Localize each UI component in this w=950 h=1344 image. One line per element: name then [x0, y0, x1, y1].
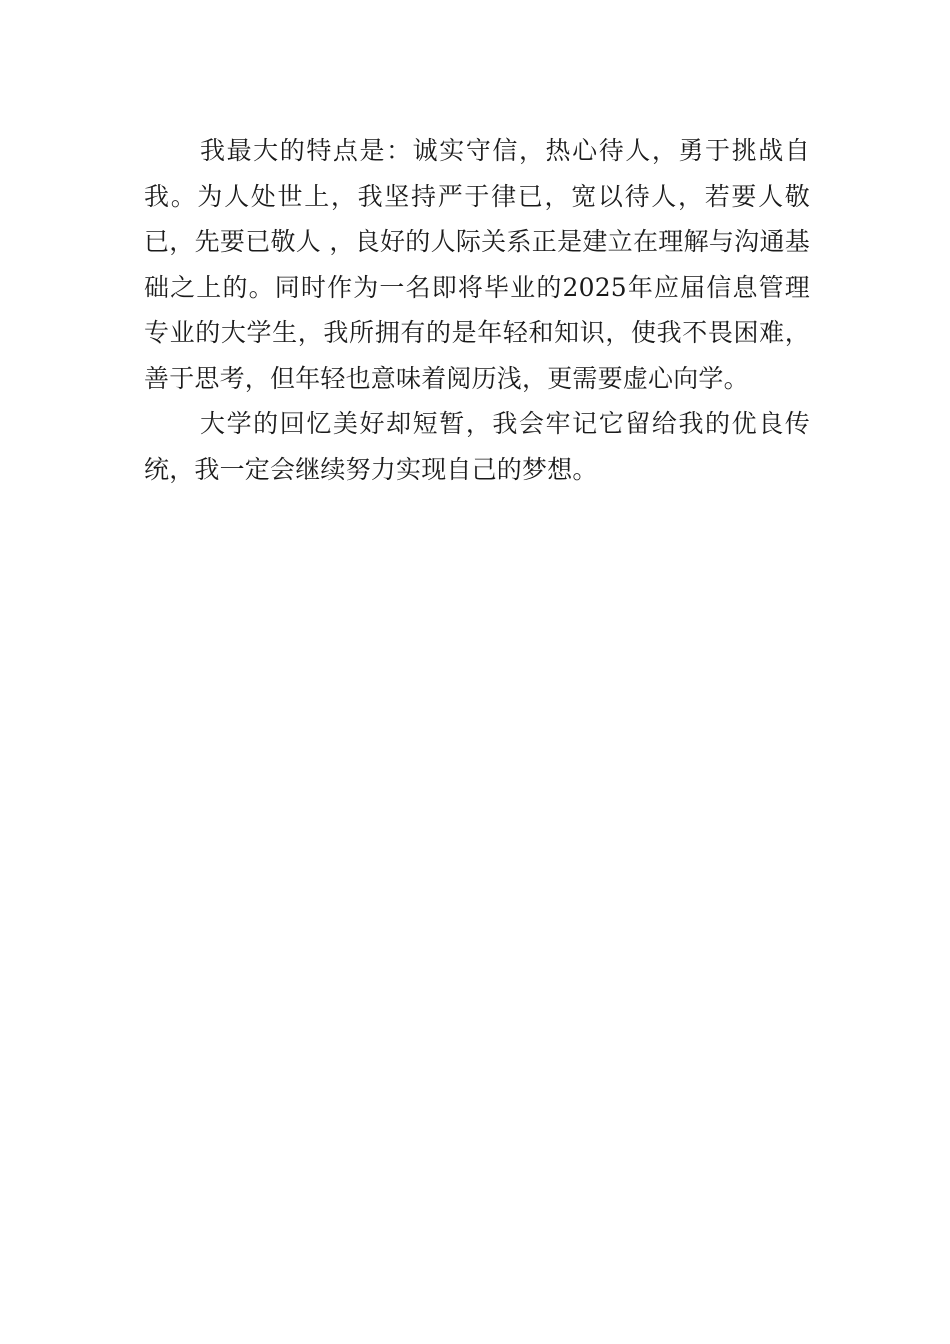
paragraph-closing: 大学的回忆美好却短暂，我会牢记它留给我的优良传统，我一定会继续努力实现自己的梦想。: [144, 409, 810, 484]
paragraph-strengths: 我最大的特点是：诚实守信，热心待人，勇于挑战自我。为人处世上，我坚持严于律已，宽以待人，若要人敬已，先要已敬人 ，良好的人际关系正是建立在理解与沟通基础之上的。同时作为一名即将毕业的2025年应届信息管理专业的大学生，我所拥有的是年轻和知识，使我不畏困难，善于思考，但年轻也意味着阅历浅，更需要虚心向学。: [144, 136, 810, 393]
body-text: [144, 128, 810, 492]
